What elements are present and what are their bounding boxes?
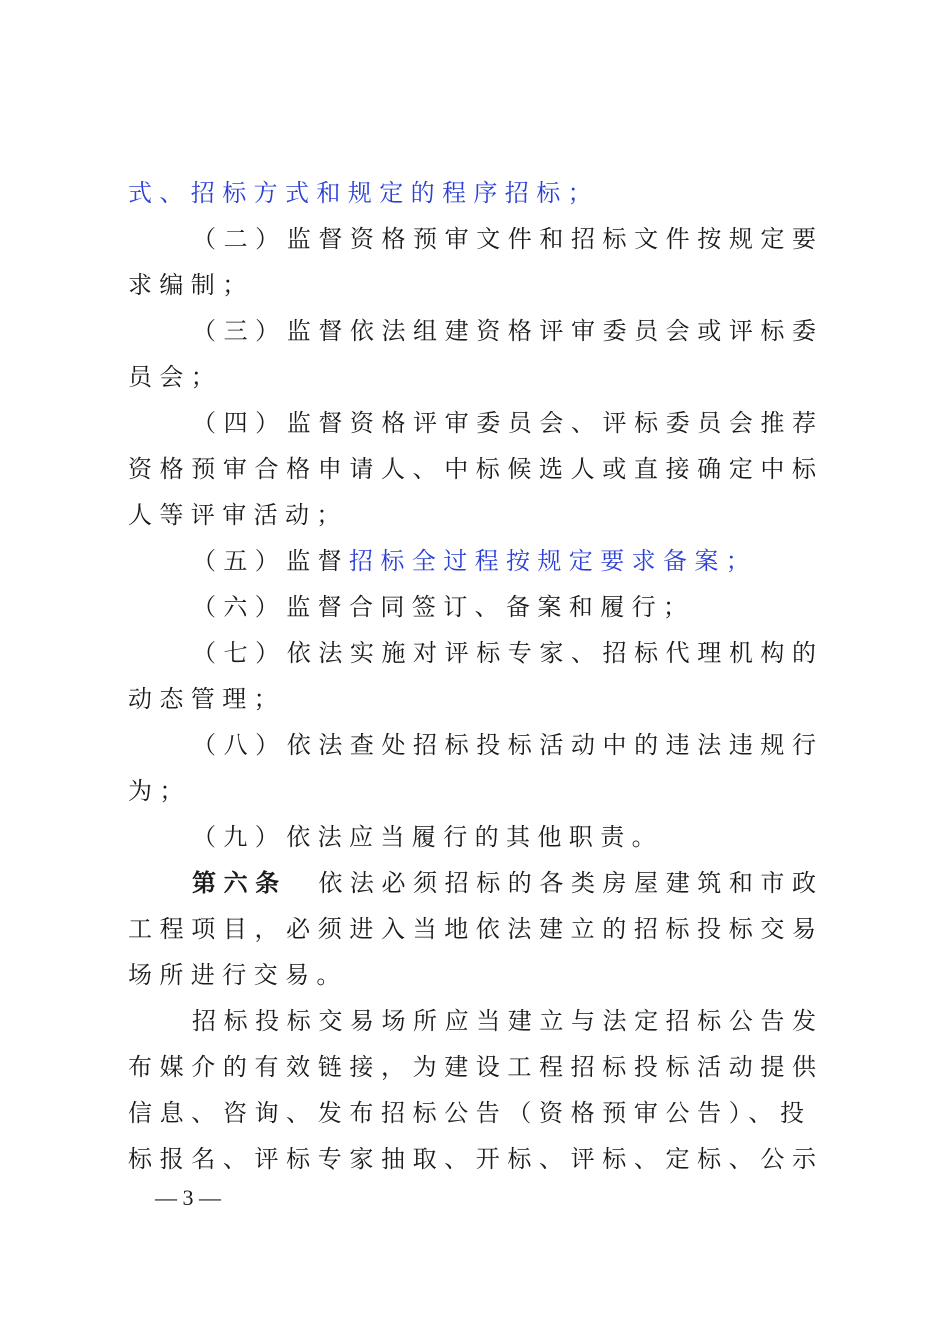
text-line (128, 1044, 824, 1090)
text-segment: 求编制； (128, 271, 254, 299)
text-segment: 信息、咨询、发布招标公告（资格预审公告）、投 (128, 1099, 812, 1127)
text-segment: 场所进行交易。 (128, 961, 348, 989)
text-segment: 依法必须招标的各类房屋建筑和市政 (286, 869, 824, 897)
text-line (128, 492, 348, 538)
text-segment: （五）监督 (192, 547, 349, 575)
text-segment: （二）监督资格预审文件和招标文件按规定要 (192, 225, 824, 253)
text-line (192, 722, 824, 768)
text-line (128, 170, 599, 216)
text-segment: （三）监督依法组建资格评审委员会或评标委 (192, 317, 824, 345)
text-line (192, 538, 757, 584)
text-line (192, 860, 824, 906)
text-line (128, 1136, 824, 1182)
text-line (128, 768, 191, 814)
text-segment: 标报名、评标专家抽取、开标、评标、定标、公示 (128, 1145, 824, 1173)
text-segment: 员会； (128, 363, 223, 391)
text-line (128, 1090, 816, 1136)
text-line (128, 952, 348, 998)
text-line (192, 216, 824, 262)
text-line (128, 354, 222, 400)
text-segment: （四）监督资格评审委员会、评标委员会推荐 (192, 409, 824, 437)
text-line (192, 400, 824, 446)
text-line (128, 262, 254, 308)
text-segment: （八）依法查处招标投标活动中的违法违规行 (192, 731, 824, 759)
text-segment: （六）监督合同签订、备案和履行； (192, 593, 695, 621)
text-segment: 布媒介的有效链接，为建设工程招标投标活动提供 (128, 1053, 824, 1081)
text-line (192, 584, 694, 630)
text-segment: 招标全过程按规定要求备案； (349, 547, 758, 575)
text-line (128, 906, 824, 952)
text-line (192, 814, 663, 860)
text-line (128, 676, 285, 722)
text-segment: 招标投标交易场所应当建立与法定招标公告发 (192, 1007, 824, 1035)
text-segment: 资格预审合格申请人、中标候选人或直接确定中标 (128, 455, 824, 483)
text-segment: （九）依法应当履行的其他职责。 (192, 823, 663, 851)
text-line (192, 630, 824, 676)
text-segment: 动态管理； (128, 685, 285, 713)
article-heading: 第六条 (192, 868, 287, 897)
text-line (192, 308, 824, 354)
text-line (128, 446, 824, 492)
text-segment: 工程项目，必须进入当地依法建立的招标投标交易 (128, 915, 824, 943)
text-line (192, 998, 824, 1044)
text-segment: 人等评审活动； (128, 501, 348, 529)
text-segment: 式、招标方式和规定的程序招标； (128, 179, 599, 207)
text-segment: 为； (128, 777, 191, 805)
text-segment: （七）依法实施对评标专家、招标代理机构的 (192, 639, 824, 667)
page-number: — 3 — (155, 1185, 221, 1210)
